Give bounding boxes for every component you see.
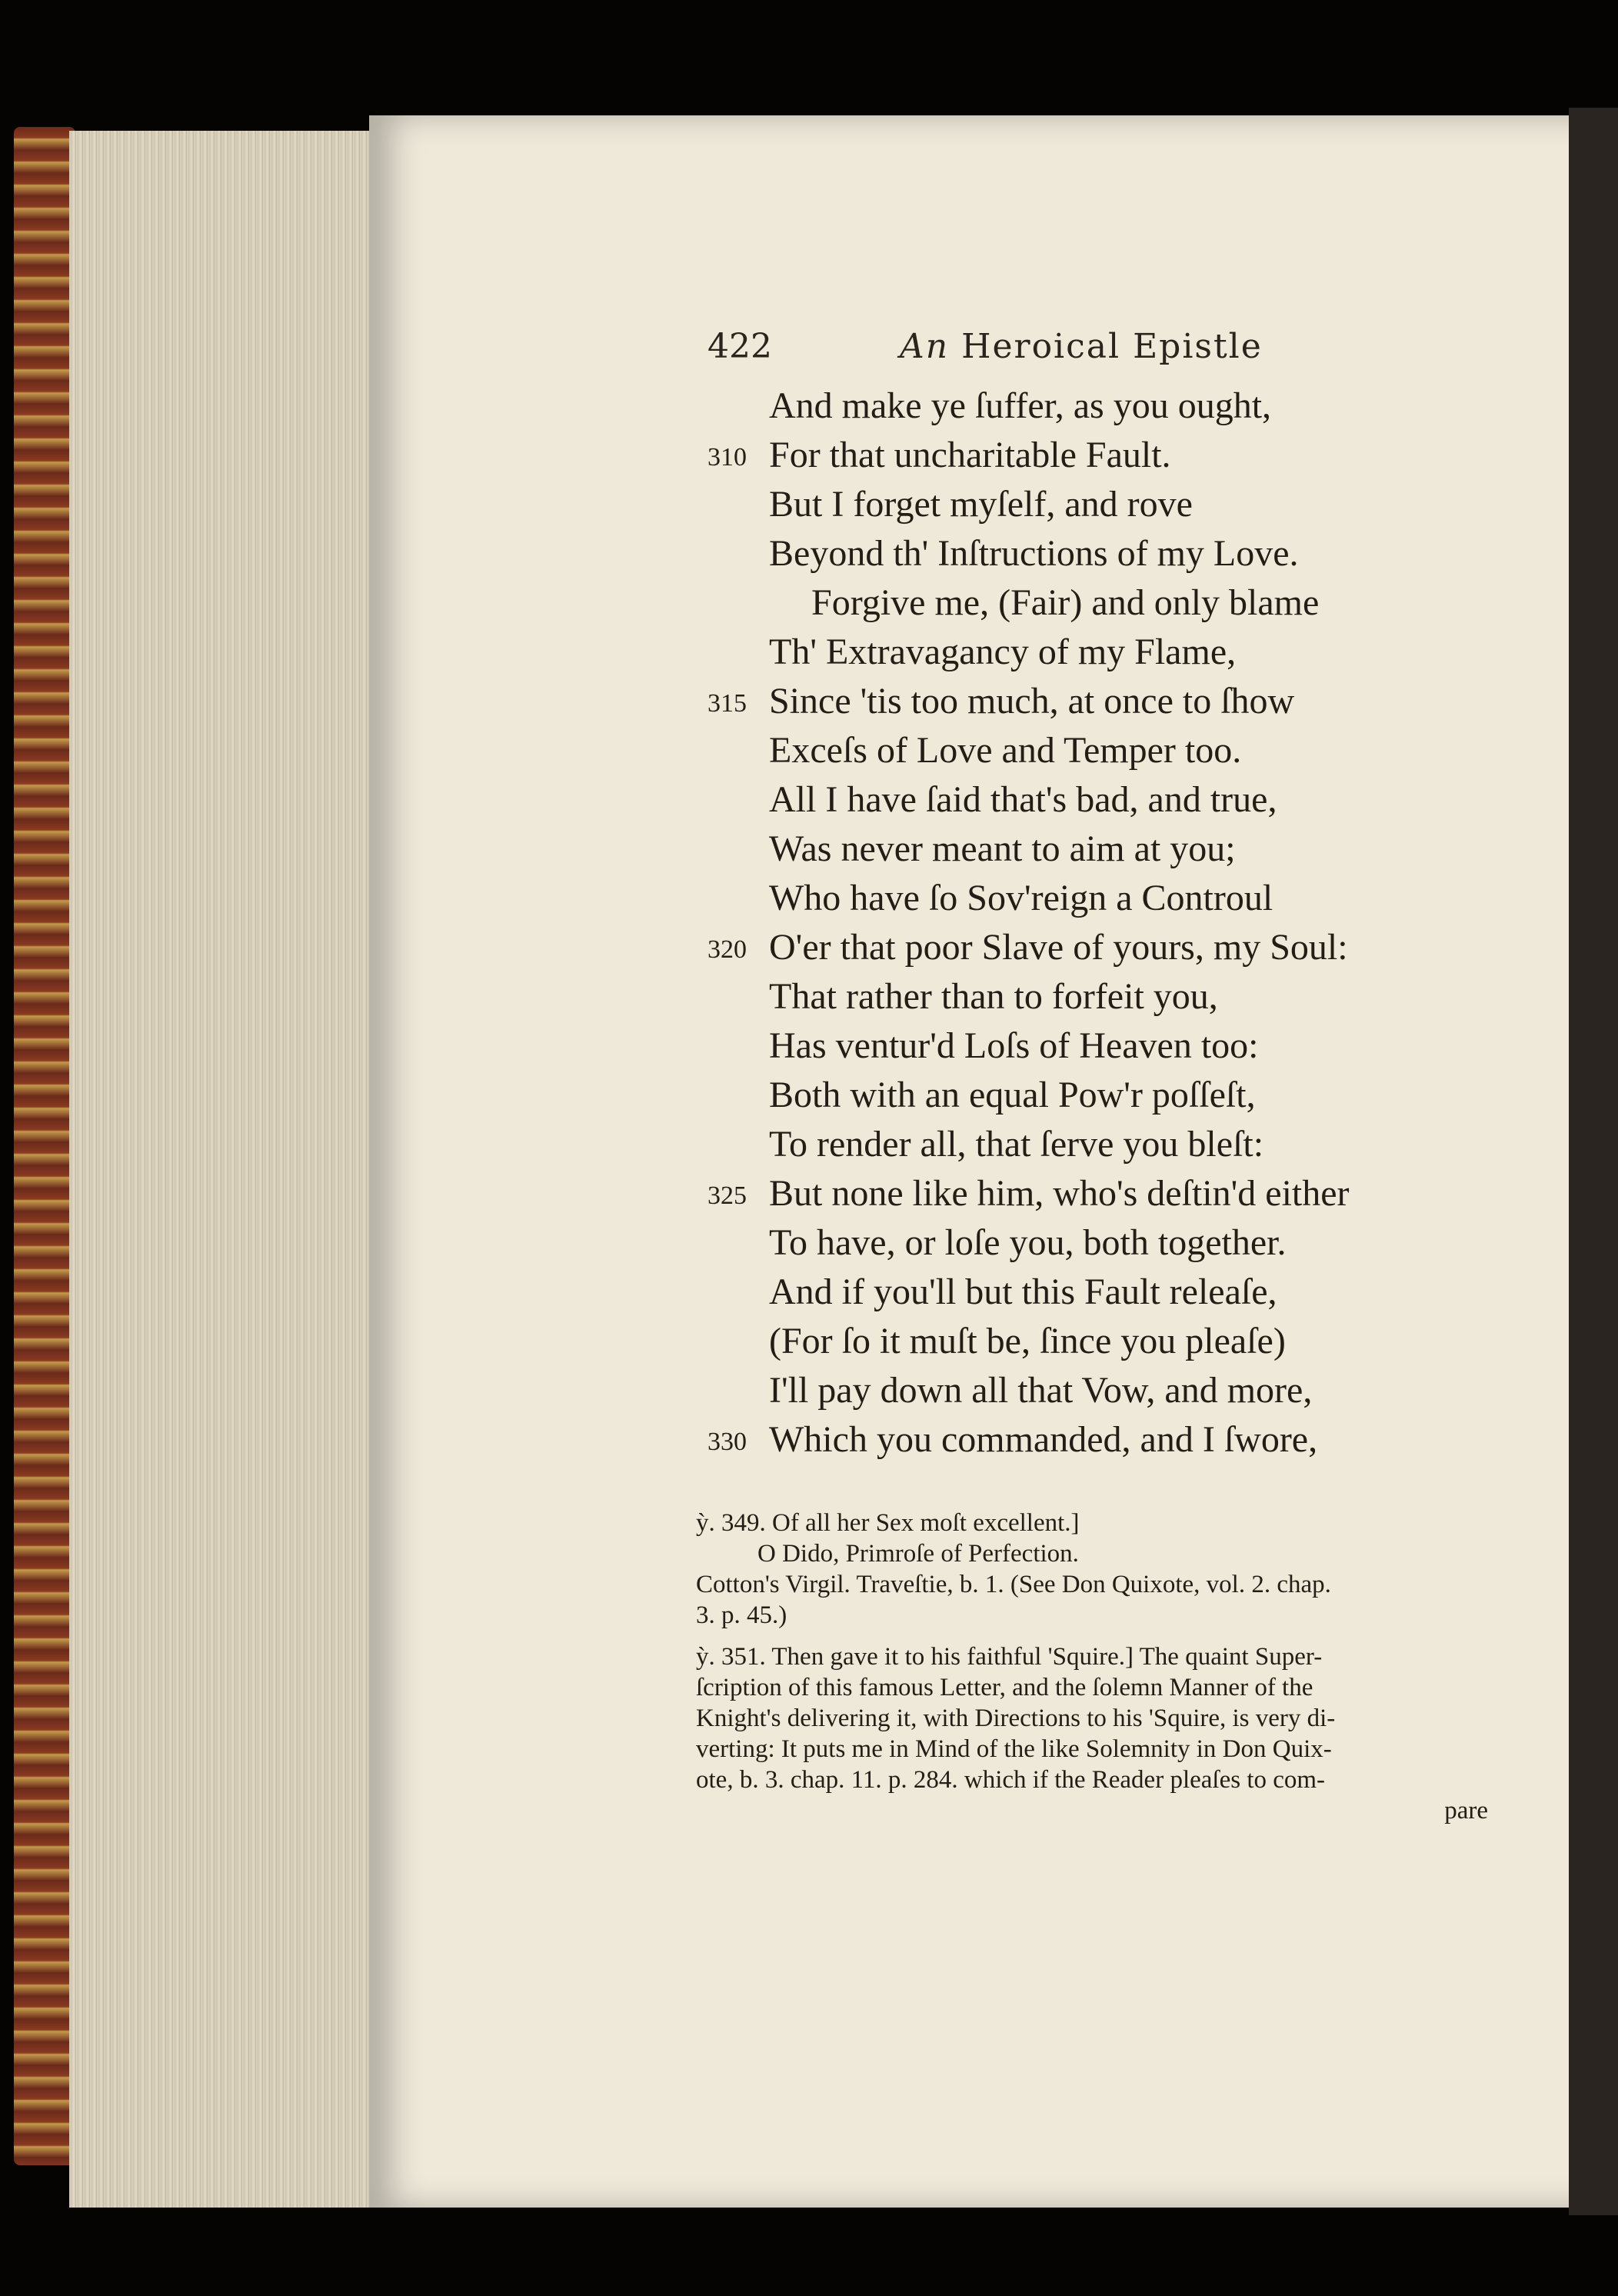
verse-line (707, 1123, 1477, 1172)
verse-text: To render all, that ſerve you bleſt: (769, 1124, 1264, 1165)
page-number: 422 (707, 327, 772, 366)
footnote-line: ſcription of this famous Letter, and the ſolemn Manner of the (696, 1674, 1313, 1701)
verse-text: But I forget myſelf, and rove (769, 484, 1193, 525)
verse-text: Was never meant to aim at you; (769, 828, 1236, 869)
running-header (707, 327, 1477, 373)
footnote-line: 3. p. 45.) (696, 1601, 787, 1629)
line-number: 325 (707, 1181, 747, 1210)
verse-text: Which you commanded, and I ſwore, (769, 1419, 1318, 1460)
verse-line (707, 778, 1477, 828)
line-number: 310 (707, 443, 747, 472)
footnote-line: Knight's delivering it, with Directions to his 'Squire, is very di- (696, 1705, 1336, 1732)
footnote-349 (696, 1508, 1488, 1631)
verse-text: That rather than to forfeit you, (769, 976, 1218, 1017)
verse-line (707, 729, 1477, 778)
verse-line (707, 483, 1477, 532)
running-title-an: An (900, 327, 950, 366)
verse-text: Forgive me, (Fair) and only blame (811, 582, 1320, 623)
verse-line (707, 434, 1477, 483)
verse-line (707, 1074, 1477, 1123)
verse-line (707, 581, 1477, 631)
verse-line (707, 532, 1477, 581)
footnote-line: Cotton's Virgil. Traveſtie, b. 1. (See Don Quixote, vol. 2. chap. (696, 1571, 1331, 1598)
verse-text: Since 'tis too much, at once to ſhow (769, 681, 1295, 721)
verse-text: Has ventur'd Loſs of Heaven too: (769, 1025, 1259, 1066)
footnote-line: O Dido, Primroſe of Perfection. (757, 1540, 1079, 1568)
verse-line (707, 926, 1477, 975)
verse-text: O'er that poor Slave of yours, my Soul: (769, 927, 1348, 968)
verse-line (707, 1369, 1477, 1418)
footnotes (696, 1508, 1488, 1826)
book-spine-edge (14, 127, 75, 2165)
verse-text: Th' Extravagancy of my Flame, (769, 631, 1237, 672)
verse-text: (For ſo it muſt be, ſince you pleaſe) (769, 1321, 1286, 1361)
verse-line (707, 1172, 1477, 1221)
verse-block (707, 385, 1477, 1468)
verse-line (707, 975, 1477, 1025)
verse-line (707, 1271, 1477, 1320)
footnote-line: ỳ. 351. Then gave it to his faithful 'Squire.] The quaint Super- (696, 1643, 1323, 1671)
verse-line (707, 1025, 1477, 1074)
verse-line (707, 1418, 1477, 1468)
verse-text: Beyond th' Inſtructions of my Love. (769, 533, 1299, 574)
line-number: 315 (707, 689, 747, 718)
running-title (900, 327, 1263, 366)
verse-text: I'll pay down all that Vow, and more, (769, 1370, 1313, 1411)
verse-text: All I have ſaid that's bad, and true, (769, 779, 1277, 820)
page-block-edge (69, 131, 377, 2208)
facing-page-edge (1569, 108, 1618, 2215)
verse-line (707, 1221, 1477, 1271)
line-number: 320 (707, 935, 747, 964)
footnote-line: ỳ. 349. Of all her Sex moſt excellent.] (696, 1509, 1080, 1537)
verse-text: Both with an equal Pow'r poſſeſt, (769, 1075, 1256, 1115)
footnote-line: ote, b. 3. chap. 11. p. 284. which if the Reader pleaſes to com- (696, 1766, 1326, 1794)
footnote-351 (696, 1641, 1488, 1826)
running-title-rest: Heroical Epistle (961, 327, 1263, 366)
verse-text: To have, or loſe you, both together. (769, 1222, 1287, 1263)
verse-line (707, 680, 1477, 729)
verse-text: But none like him, who's deſtin'd either (769, 1173, 1350, 1214)
verse-text: Exceſs of Love and Temper too. (769, 730, 1242, 771)
verse-text: For that uncharitable Fault. (769, 435, 1171, 475)
verse-line (707, 828, 1477, 877)
verse-line (707, 631, 1477, 680)
verse-text: Who have ſo Sov'reign a Controul (769, 878, 1273, 918)
line-number: 330 (707, 1428, 747, 1456)
verse-line (707, 877, 1477, 926)
verse-line (707, 385, 1477, 434)
verse-line (707, 1320, 1477, 1369)
footnote-catchword: pare (1444, 1797, 1488, 1824)
verse-text: And make ye ſuffer, as you ought, (769, 385, 1272, 426)
verse-text: And if you'll but this Fault releaſe, (769, 1271, 1277, 1312)
footnote-line: verting: It puts me in Mind of the like Solemnity in Don Quix- (696, 1735, 1332, 1763)
